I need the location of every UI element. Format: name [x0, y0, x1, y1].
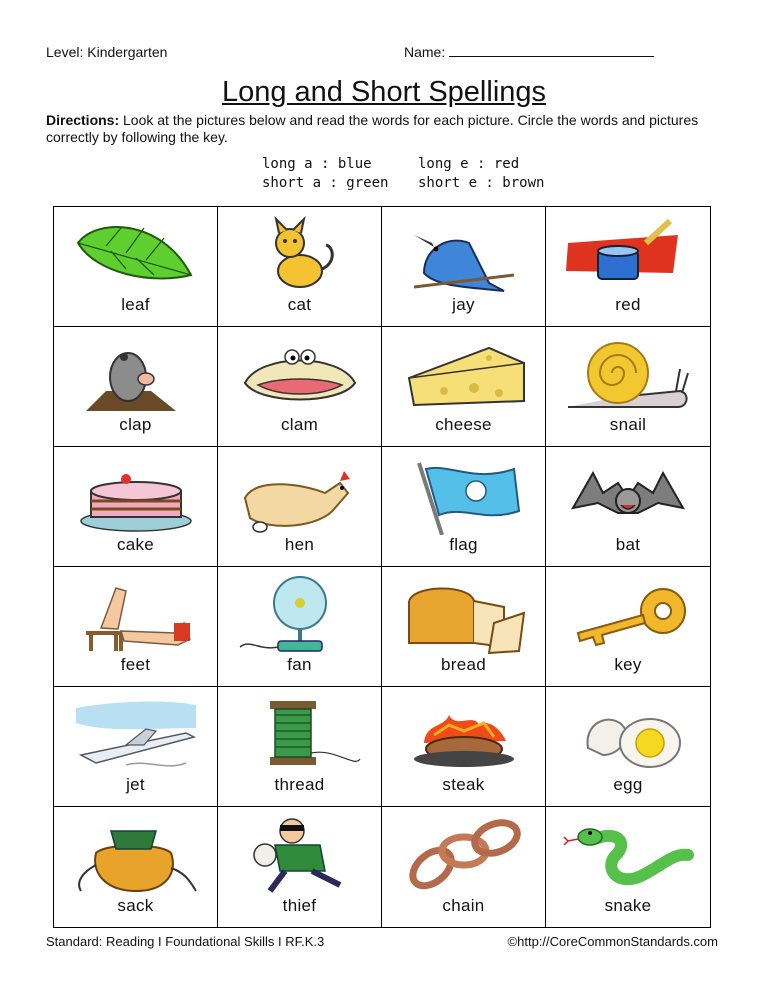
picture-cell-sack[interactable] [54, 807, 218, 927]
picture-cell-bat[interactable] [546, 447, 710, 567]
jet-icon[interactable] [54, 693, 217, 775]
picture-cell-steak[interactable] [382, 687, 546, 807]
word-label[interactable]: red [615, 295, 641, 314]
thread-spool-icon[interactable] [218, 693, 381, 775]
sack-icon[interactable] [54, 813, 217, 895]
chain-icon[interactable] [382, 813, 545, 895]
picture-grid [53, 206, 711, 928]
key-icon[interactable] [546, 573, 710, 655]
thief-icon[interactable] [218, 813, 381, 895]
word-label[interactable]: cake [116, 535, 155, 554]
bread-icon[interactable] [382, 573, 545, 655]
picture-cell-fan[interactable] [218, 567, 382, 687]
picture-cell-jay[interactable] [382, 207, 546, 327]
word-label[interactable]: feet [120, 655, 151, 674]
word-label[interactable]: egg [613, 775, 643, 794]
picture-cell-thief[interactable] [218, 807, 382, 927]
copyright-footer: ©http://CoreCommonStandards.com [507, 934, 718, 949]
directions-label: Directions: [46, 112, 120, 128]
picture-cell-jet[interactable] [54, 687, 218, 807]
leaf-icon[interactable] [54, 213, 217, 295]
snake-icon[interactable] [546, 813, 710, 895]
picture-cell-flag[interactable] [382, 447, 546, 567]
picture-cell-snail[interactable] [546, 327, 710, 447]
word-label[interactable]: steak [442, 775, 485, 794]
picture-cell-red[interactable] [546, 207, 710, 327]
level-label: Level: Kindergarten [46, 44, 168, 60]
word-label[interactable]: jay [452, 295, 475, 314]
word-label[interactable]: sack [117, 896, 154, 915]
cheese-icon[interactable] [382, 333, 545, 415]
picture-cell-hen[interactable] [218, 447, 382, 567]
bat-icon[interactable] [546, 453, 710, 535]
fan-icon[interactable] [218, 573, 381, 655]
name-line[interactable] [449, 44, 654, 57]
word-label[interactable]: snake [604, 896, 652, 915]
key-long-e: long e : red [418, 156, 520, 172]
word-label[interactable]: leaf [121, 295, 150, 314]
picture-cell-feet[interactable] [54, 567, 218, 687]
key-short-e: short e : brown [418, 175, 545, 191]
word-label[interactable]: bat [615, 535, 641, 554]
picture-cell-clap[interactable] [54, 327, 218, 447]
picture-cell-key[interactable] [546, 567, 710, 687]
snail-icon[interactable] [546, 333, 710, 415]
picture-cell-thread[interactable] [218, 687, 382, 807]
word-label[interactable]: cheese [435, 415, 492, 434]
steak-icon[interactable] [382, 693, 545, 775]
picture-cell-cake[interactable] [54, 447, 218, 567]
picture-cell-egg[interactable] [546, 687, 710, 807]
word-label[interactable]: chain [442, 896, 485, 915]
picture-cell-leaf[interactable] [54, 207, 218, 327]
word-label[interactable]: snail [609, 415, 647, 434]
directions-text: Look at the pictures below and read the words for each picture. Circle the words and pictures correctly by following the key. [46, 112, 699, 145]
word-label[interactable]: fan [287, 655, 312, 674]
picture-cell-chain[interactable] [382, 807, 546, 927]
name-field [404, 44, 654, 60]
page-title: Long and Short Spellings [221, 76, 547, 108]
picture-cell-snake[interactable] [546, 807, 710, 927]
picture-cell-cheese[interactable] [382, 327, 546, 447]
word-label[interactable]: key [614, 655, 642, 674]
clam-icon[interactable] [218, 333, 381, 415]
egg-icon[interactable] [546, 693, 710, 775]
key-e [418, 155, 544, 193]
hen-icon[interactable] [218, 453, 381, 535]
key-a [262, 155, 388, 193]
word-label[interactable]: cat [287, 295, 312, 314]
feet-icon[interactable] [54, 573, 217, 655]
name-label: Name: [404, 44, 446, 60]
key-short-a: short a : green [262, 175, 389, 191]
picture-cell-bread[interactable] [382, 567, 546, 687]
word-label[interactable]: clap [119, 415, 152, 434]
cake-icon[interactable] [54, 453, 217, 535]
standard-footer: Standard: Reading I Foundational Skills I RF.K.3 [46, 934, 325, 949]
directions [46, 112, 721, 146]
bird-icon[interactable] [382, 213, 545, 295]
cat-icon[interactable] [218, 213, 381, 295]
picture-cell-cat[interactable] [218, 207, 382, 327]
word-label[interactable]: bread [441, 655, 486, 674]
paint-can-icon[interactable] [546, 213, 710, 295]
word-label[interactable]: clam [280, 415, 319, 434]
word-label[interactable]: hen [284, 535, 315, 554]
picture-cell-clam[interactable] [218, 327, 382, 447]
word-label[interactable]: flag [449, 535, 478, 554]
key-long-a: long a : blue [262, 156, 372, 172]
flag-icon[interactable] [382, 453, 545, 535]
mole-icon[interactable] [54, 333, 217, 415]
word-label[interactable]: thief [282, 896, 317, 915]
word-label[interactable]: thread [274, 775, 325, 794]
word-label[interactable]: jet [126, 775, 145, 794]
